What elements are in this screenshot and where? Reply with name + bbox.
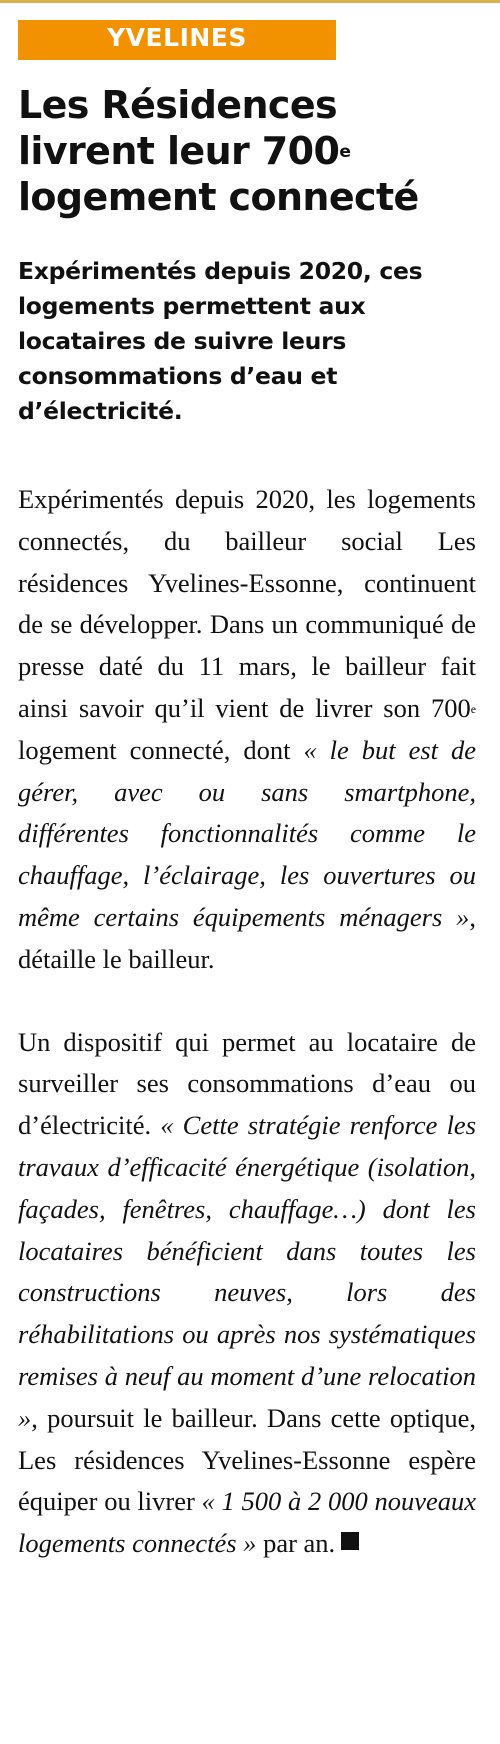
p2-text-1: Un dispositif qui permet au locataire de surveiller ses consommations d’eau ou d’électricité. xyxy=(18,1026,476,1141)
section-kicker: YVELINES xyxy=(18,20,336,60)
headline-superscript: e xyxy=(339,141,351,162)
article-body xyxy=(18,479,476,1565)
body-paragraph-2 xyxy=(18,1022,476,1565)
headline-text-1: Les Résidences livrent leur 700 xyxy=(18,83,340,173)
p1-superscript: e xyxy=(470,701,476,716)
headline xyxy=(18,82,476,220)
p2-quote-1: « Cette stratégie renforce les travaux d’efficacité énergétique (isolation, façades, fenêtres, chauffage…) dont les locataires bénéficient dans toutes les constructions neuves, lors des réhabilitations ou après nos systématiques remises à neuf au moment d’une relocation » xyxy=(18,1110,477,1433)
p2-text-2: , poursuit le bailleur. Dans cette optique, Les résidences Yvelines-Essonne espère équiper ou livrer xyxy=(18,1402,476,1517)
end-of-article-icon xyxy=(341,1532,359,1550)
p2-quote-2: « 1 500 à 2 000 nouveaux logements connectés » xyxy=(18,1486,476,1559)
p2-text-3: par an. xyxy=(256,1528,336,1559)
headline-text-2: logement connecté xyxy=(18,175,419,219)
p1-text-2: logement connecté, dont xyxy=(18,734,304,765)
lead-paragraph: Expérimentés depuis 2020, ces logements permettent aux locataires de suivre leurs consommations d’eau et d’électricité. xyxy=(18,257,423,425)
p1-text-3: , détaille le bailleur. xyxy=(18,901,476,974)
p1-text-1: Expérimentés depuis 2020, les logements connectés, du bailleur social Les résidences Yvelines-Essonne, continuent de se développer. Dans un communiqué de presse daté du 11 mars, le bailleur fait ainsi savoir qu’il vient de livrer son 700 xyxy=(18,484,476,723)
body-paragraph-1 xyxy=(18,479,476,981)
p1-quote: « le but est de gérer, avec ou sans smartphone, différentes fonctionnalités comme le chauffage, l’éclairage, les ouvertures ou même certains équipements ménagers » xyxy=(18,734,477,932)
